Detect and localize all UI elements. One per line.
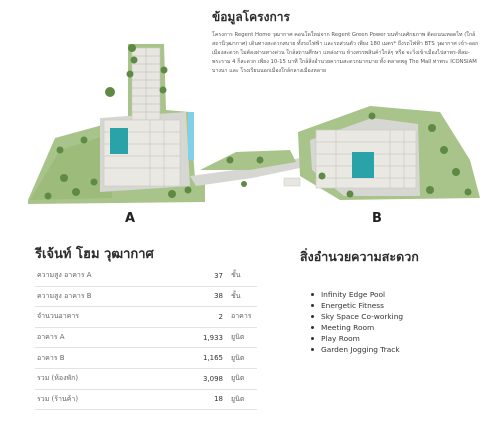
table-row xyxy=(35,328,257,349)
table-row xyxy=(35,266,257,287)
facility-label: Sky Space Co-working xyxy=(321,312,404,321)
table-row xyxy=(35,390,257,411)
bullet-icon xyxy=(311,326,314,329)
list-item xyxy=(311,289,403,300)
spec-unit: ยูนิต xyxy=(231,333,245,342)
project-info-title: ข้อมูลโครงการ xyxy=(212,10,290,24)
table-row xyxy=(35,307,257,328)
list-item xyxy=(311,311,403,322)
project-info-body: โครงการ Regent Home วุฒากาศ คอนโดใหม่จาก Regent Green Power บนทำเลศักยภาพ ติดถนนเทอดไท (ใกล้สถานีวุฒากาศ) เดินทางสะดวกสบาย ทั้งรถไฟฟ้า และรถส่วนตัว เพียง 180 เมตร* ถึงรถไฟฟ้า BTS วุฒากาศ เข้า-ออกเมืองสะดวก ไม่ต้องผ่านทางด่วน ใกล้สถานศึกษา แหล่งงาน ห้างสรรพสินค้าใกล้ๆ หรือ จะวิ่งเข้าเมืองไปสาทร-สีลม-พระราม 4 ก็สะดวก เพียง 10-15 นาที ใกล้สิ่งอำนวยความสะดวกมากมาย ทั้ง ตลาดพลู The Mall ท่าพระ ICONSIAM บางนา และ โรงเรียนนอกเมืองใกล้กลางเมืองหลาย xyxy=(212,32,479,74)
list-item xyxy=(311,322,403,333)
site-a xyxy=(28,44,205,204)
list-item xyxy=(311,300,403,311)
spec-label: อาคาร B xyxy=(37,353,65,362)
table-row xyxy=(35,287,257,308)
pool-b xyxy=(352,152,374,178)
spec-value: 18 xyxy=(214,395,223,404)
spec-unit: ยูนิต xyxy=(231,353,245,362)
spec-value: 3,098 xyxy=(202,374,223,383)
facility-label: Meeting Room xyxy=(321,323,375,332)
table-row xyxy=(35,369,257,390)
spec-unit: อาคาร xyxy=(231,312,252,321)
spec-value: 37 xyxy=(214,271,223,280)
spec-unit: ชั้น xyxy=(231,271,241,280)
project-info xyxy=(212,8,480,76)
spec-label: อาคาร A xyxy=(37,333,65,342)
spec-label: รวม (ห้องพัก) xyxy=(37,374,79,383)
bullet-icon xyxy=(311,293,314,296)
spec-unit: ชั้น xyxy=(231,291,241,300)
pool-a xyxy=(110,128,128,154)
facility-label: Energetic Fitness xyxy=(321,301,385,310)
spec-unit: ยูนิต xyxy=(231,394,245,403)
spec-value: 1,165 xyxy=(202,354,223,363)
facility-label: Play Room xyxy=(321,334,360,343)
building-a-label: A xyxy=(125,211,136,226)
bullet-icon xyxy=(311,337,314,340)
list-item xyxy=(311,344,403,355)
spec-label: รวม (ร้านค้า) xyxy=(37,394,79,403)
table-row xyxy=(35,348,257,369)
spec-value: 2 xyxy=(218,312,223,321)
spec-value: 38 xyxy=(214,292,223,301)
spec-label: จำนวนอาคาร xyxy=(37,312,80,321)
facility-label: Infinity Edge Pool xyxy=(321,290,386,299)
list-item xyxy=(311,333,403,344)
bullet-icon xyxy=(311,348,314,351)
spec-value: 1,933 xyxy=(202,333,223,342)
spec-table xyxy=(35,266,257,410)
site-b xyxy=(298,106,480,200)
facilities-list xyxy=(311,289,403,355)
spec-unit: ยูนิต xyxy=(231,374,245,383)
spec-label: ความสูง อาคาร B xyxy=(37,291,92,300)
building-b-label: B xyxy=(372,211,382,226)
project-name-heading: รีเจ้นท์ โฮม วุฒากาศ xyxy=(35,247,154,262)
bullet-icon xyxy=(311,304,314,307)
facility-label: Garden Jogging Track xyxy=(321,345,400,354)
bullet-icon xyxy=(311,315,314,318)
spec-label: ความสูง อาคาร A xyxy=(37,271,92,280)
facilities-heading: สิ่งอำนวยความสะดวก xyxy=(300,249,419,264)
